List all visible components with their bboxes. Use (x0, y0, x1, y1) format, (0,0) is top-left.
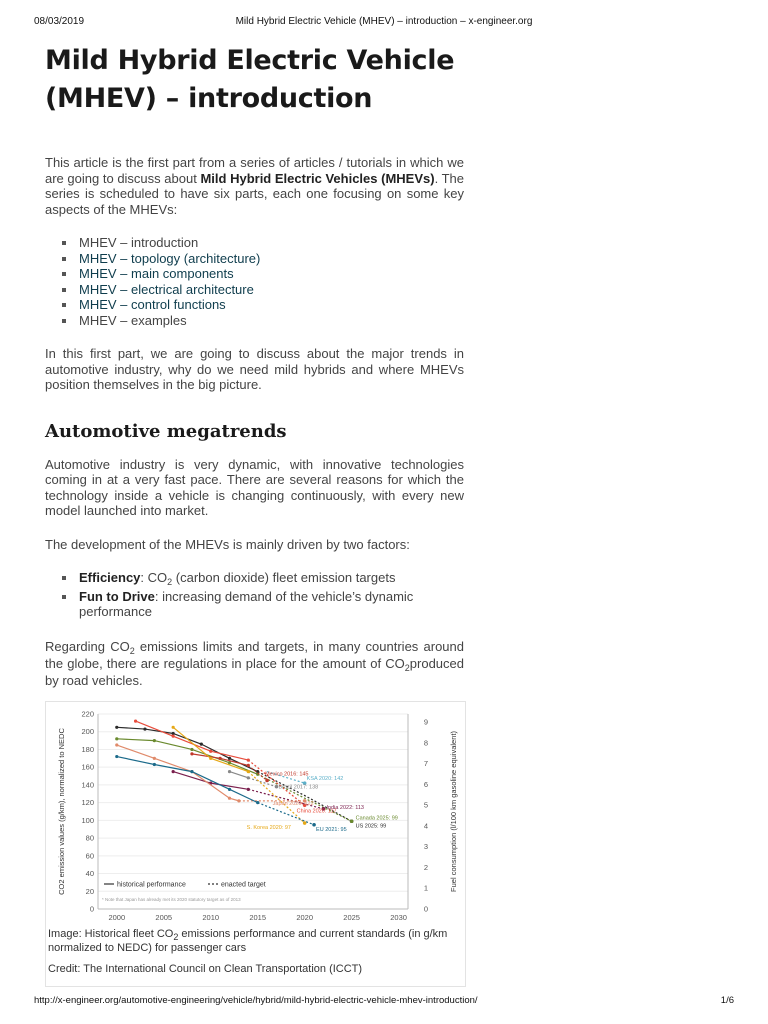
data-point (115, 743, 118, 746)
section-title: Automotive megatrends (45, 420, 287, 442)
y-tick-label: 0 (89, 904, 94, 914)
series-label: MHEV – examples (79, 312, 187, 328)
x-tick-label: 2015 (249, 913, 267, 922)
regarding-sub-2: 2 (404, 662, 410, 673)
regarding-sub-1: 2 (129, 645, 135, 656)
series-label: EU 2021: 95 (316, 826, 347, 833)
emissions-chart (46, 702, 465, 924)
series-link[interactable]: MHEV – control functions (79, 297, 226, 312)
factor-sub: 2 (167, 577, 173, 587)
series-label: Mexico 2016: 145 (265, 771, 309, 778)
intro-before: This article is the first part from a series of articles / tutorials in which we are going to discuss about (45, 155, 464, 186)
page-title-line-2: (MHEV) – introduction (45, 83, 373, 114)
x-tick-label: 2030 (390, 913, 407, 922)
series-label: China 2020: 117 (296, 808, 337, 815)
y-tick-label: 80 (85, 833, 94, 843)
factor-item (45, 570, 464, 586)
data-point (228, 761, 231, 764)
series-item[interactable] (45, 251, 464, 267)
series-link[interactable]: MHEV – main components (79, 266, 234, 281)
print-page-number: 1/6 (720, 995, 734, 1006)
factor-title: Fun to Drive (79, 588, 155, 604)
series-label: Brazil 2017: 138 (278, 784, 319, 791)
data-point (153, 739, 156, 742)
y-right-tick-label: 8 (423, 738, 429, 748)
y-right-tick-label: 6 (423, 779, 429, 789)
x-tick-label: 2005 (155, 913, 173, 922)
industry-paragraph: Automotive industry is very dynamic, with innovative technologies coming in at a very fast pace. There are several reasons for which the technology inside a vehicle is changing continuously, with every new model launched into market. (45, 456, 464, 518)
y-tick-label: 160 (81, 762, 94, 772)
data-point (200, 743, 203, 746)
data-point (209, 757, 212, 760)
series-item (45, 313, 464, 329)
legend-target-label: enacted target (221, 881, 266, 889)
x-tick-label: 2000 (108, 913, 126, 922)
data-point (134, 719, 137, 722)
y-right-tick-label: 2 (423, 862, 429, 872)
y-tick-label: 200 (81, 727, 94, 737)
data-point (209, 750, 212, 753)
x-tick-label: 2010 (202, 913, 220, 922)
series-label: India 2022: 113 (326, 804, 364, 811)
y-right-tick-label: 3 (423, 842, 429, 852)
factor-text: : increasing demand of the vehicle’s dynamic performance (79, 588, 414, 619)
y-axis-right-title: Fuel consumption (l/100 km gasoline equivalent) (449, 731, 458, 892)
series-item[interactable] (45, 266, 464, 282)
series-link[interactable]: MHEV – electrical architecture (79, 281, 254, 297)
y-tick-label: 120 (81, 798, 94, 808)
y-right-tick-label: 5 (423, 800, 429, 810)
caption-part-1: Image: Historical fleet CO (48, 928, 174, 940)
page-title-line-1: Mild Hybrid Electric Vehicle (45, 45, 455, 76)
data-point (228, 797, 231, 800)
article (45, 42, 464, 689)
y-right-tick-label: 1 (423, 883, 429, 893)
data-point (228, 770, 231, 773)
regarding-1: Regarding CO (45, 638, 130, 654)
series-label: Canada 2025: 99 (355, 815, 398, 822)
series-label: Japan 2020: 122 (272, 800, 314, 807)
series-list (45, 235, 464, 328)
y-axis-title: CO2 emission values (g/km), normalized to NEDC (57, 728, 66, 895)
regarding-2: emissions limits and targets, in many countries around the globe, there are regulations in place for the amount of CO (45, 638, 464, 671)
data-point (115, 755, 118, 758)
caption-part-2: emissions performance and current standards (in g/km normalized to NEDC) for passenger cars (48, 928, 448, 954)
data-point (153, 757, 156, 760)
series-label: US 2025: 99 (355, 823, 387, 830)
factors-list (45, 570, 464, 620)
page-title (45, 42, 464, 118)
regarding-paragraph (45, 638, 464, 689)
y-tick-label: 100 (81, 815, 94, 825)
factor-title: Efficiency (79, 570, 141, 585)
intro-bold: Mild Hybrid Electric Vehicles (MHEVs) (200, 170, 435, 186)
data-point (190, 748, 193, 751)
print-date: 08/03/2019 (34, 16, 85, 27)
series-line-historical (230, 772, 249, 778)
data-point (153, 763, 156, 766)
y-right-tick-label: 0 (423, 904, 429, 914)
figure-credit: Credit: The International Council on Clean Transportation (ICCT) (48, 963, 363, 975)
first-part-paragraph: In this first part, we are going to discuss about the major trends in automotive industry, why do we need mild hybrids and where MHEVs position themselves in the big picture. (45, 346, 464, 392)
series-link[interactable]: MHEV – topology (architecture) (79, 250, 261, 266)
y-right-tick-label: 9 (423, 717, 429, 727)
caption-sub: 2 (173, 932, 179, 942)
data-point (172, 770, 175, 773)
y-tick-label: 20 (85, 886, 94, 896)
y-right-tick-label: 4 (423, 821, 429, 831)
factor-text: : CO (140, 570, 168, 585)
data-point (190, 770, 193, 773)
intro-paragraph (45, 155, 464, 217)
chart-note: * Note that Japan has already met its 2020 statutory target as of 2013 (102, 897, 241, 902)
data-point (172, 726, 175, 729)
legend-historical-label: historical performance (117, 881, 186, 889)
series-label: MHEV – introduction (79, 235, 199, 250)
target-point (265, 779, 269, 783)
series-label: S. Korea 2020: 97 (246, 825, 292, 832)
print-title: Mild Hybrid Electric Vehicle (MHEV) – introduction – x-engineer.org (235, 16, 533, 27)
target-point (350, 819, 354, 823)
target-point (303, 821, 307, 825)
series-item[interactable] (45, 297, 464, 313)
y-right-tick-label: 7 (423, 759, 429, 769)
series-line-historical (117, 739, 258, 774)
data-point (219, 757, 222, 760)
y-tick-label: 140 (81, 780, 94, 790)
series-item[interactable] (45, 282, 464, 298)
data-point (143, 727, 146, 730)
x-tick-label: 2020 (296, 913, 314, 922)
data-point (190, 752, 193, 755)
series-line-target (248, 772, 304, 823)
data-point (115, 737, 118, 740)
intro-after: . The series is scheduled to have six parts, each one focusing on some key aspects of the MHEVs: (45, 170, 464, 217)
y-tick-label: 60 (85, 851, 94, 861)
y-tick-label: 180 (81, 744, 94, 754)
factor-item (45, 589, 464, 620)
series-item (45, 235, 464, 251)
series-line-historical (117, 757, 258, 803)
data-point (228, 788, 231, 791)
series-label: KSA 2020: 142 (306, 776, 344, 783)
data-point (172, 735, 175, 738)
x-tick-label: 2025 (343, 913, 360, 922)
development-paragraph: The development of the MHEVs is mainly driven by two factors: (45, 536, 410, 552)
factor-text-rest: (carbon dioxide) fleet emission targets (172, 570, 396, 585)
print-url: http://x-engineer.org/automotive-engineering/vehicle/hybrid/mild-hybrid-electric-vehicle-mhev-introduction/ (34, 995, 478, 1006)
y-tick-label: 40 (85, 869, 94, 879)
y-tick-label: 220 (81, 709, 94, 719)
data-point (228, 757, 231, 760)
figure-caption (48, 927, 448, 955)
data-point (115, 726, 118, 729)
regarding-3: produced by road vehicles. (45, 655, 464, 688)
